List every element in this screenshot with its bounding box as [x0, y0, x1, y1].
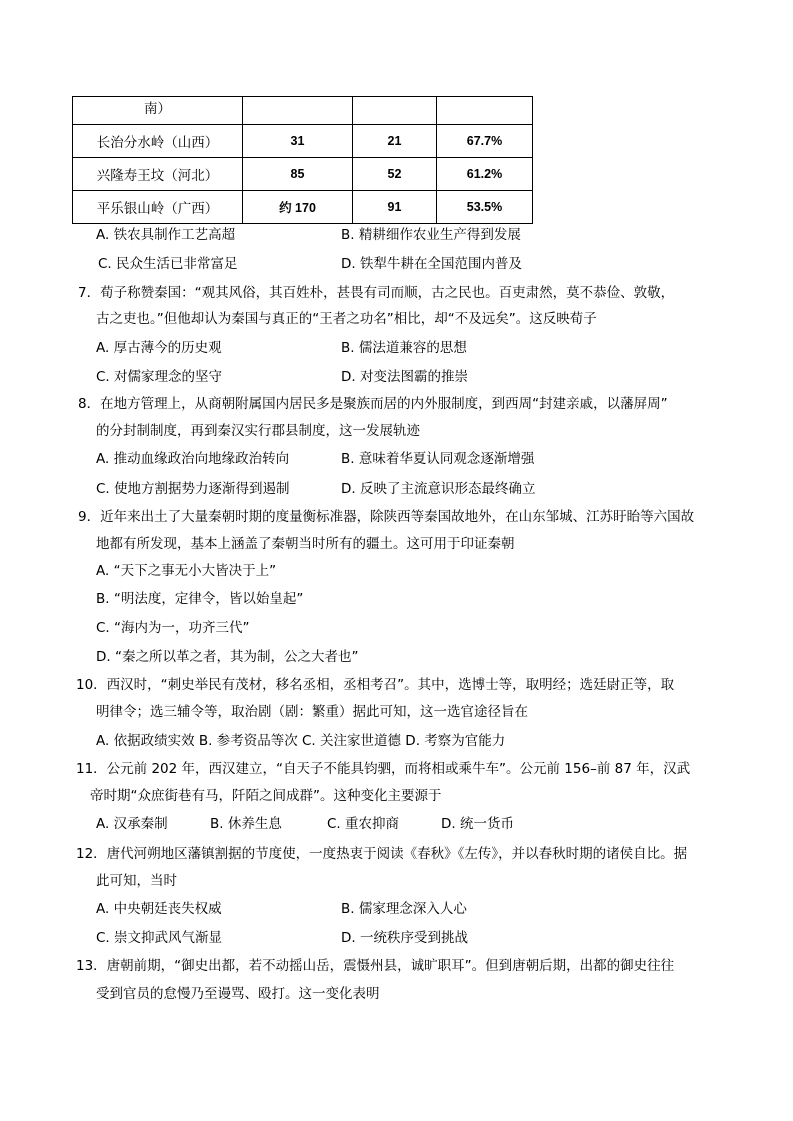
q10-stem-line1: 10．西汉时，“刺史举民有茂材，移名丞相，丞相考召”。其中，选博士等，取明经；选廷尉正等，取 [76, 677, 675, 693]
q6-option-c: C. 民众生活已非常富足 [98, 256, 238, 272]
table-row [73, 191, 533, 224]
q6-option-d: D. 铁犁牛耕在全国范围内普及 [341, 256, 522, 272]
iron-cell: 91 [353, 191, 437, 224]
site-cell: 南） [73, 97, 243, 125]
ratio-cell: 53.5% [437, 191, 533, 224]
q9-stem-line1: 9．近年来出土了大量秦朝时期的度量衡标准器，除陕西等秦国故地外，在山东邹城、江苏盱眙等六国故 [78, 509, 695, 525]
q8-option-c: C. 使地方割据势力逐渐得到遏制 [96, 481, 290, 497]
q7-option-a: A. 厚古薄今的历史观 [96, 340, 222, 356]
q9-option-d: D. “秦之所以革之者，其为制，公之大者也” [96, 649, 359, 665]
total-cell: 约 170 [243, 191, 353, 224]
table-row [73, 125, 533, 158]
q7-option-c: C. 对儒家理念的坚守 [96, 369, 223, 385]
q11-option-a: A. 汉承秦制 [96, 816, 168, 832]
q7-stem-line1: 7．荀子称赞秦国：“观其风俗，其百姓朴，甚畏有司而顺，古之民也。百吏肃然，莫不恭俭、敦敬， [78, 285, 675, 301]
q8-stem-line1: 8．在地方管理上，从商朝附属国内居民多是聚族而居的内外服制度，到西周“封建亲戚，以藩屏周” [78, 396, 668, 412]
q9-option-a: A. “天下之事无小大皆决于上” [96, 563, 277, 579]
q11-option-c: C. 重农抑商 [327, 816, 400, 832]
site-cell: 平乐银山岭（广西） [73, 191, 243, 224]
total-cell: 31 [243, 125, 353, 158]
q8-option-b: B. 意味着华夏认同观念逐渐增强 [341, 451, 535, 467]
iron-cell: 52 [353, 158, 437, 191]
q12-option-c: C. 崇文抑武风气渐显 [96, 930, 223, 946]
q12-stem-line1: 12．唐代河朔地区藩镇割据的节度使，一度热衷于阅读《春秋》《左传》，并以春秋时期的诸侯自比。据 [76, 846, 688, 862]
q8-stem-line2: 的分封制制度，再到秦汉实行郡县制度，这一发展轨迹 [96, 423, 420, 439]
total-cell [243, 97, 353, 125]
q12-option-d: D. 一统秩序受到挑战 [341, 930, 468, 946]
q7-option-b: B. 儒法道兼容的思想 [341, 340, 467, 356]
q12-option-b: B. 儒家理念深入人心 [341, 901, 467, 917]
iron-cell [353, 97, 437, 125]
ratio-cell: 61.2% [437, 158, 533, 191]
archaeology-table [72, 96, 533, 224]
q7-stem-line2: 古之吏也。”但他却认为秦国与真正的“王者之功名”相比，却“不及远矣”。这反映荀子 [96, 311, 597, 327]
q10-stem-line2: 明律令；选三辅令等，取治剧（剧：繁重）据此可知，这一选官途径旨在 [96, 704, 528, 720]
q12-stem-line2: 此可知，当时 [96, 873, 177, 889]
q9-option-c: C. “海内为一，功齐三代” [96, 620, 250, 636]
q8-option-a: A. 推动血缘政治向地缘政治转向 [96, 451, 290, 467]
q12-option-a: A. 中央朝廷丧失权威 [96, 901, 222, 917]
total-cell: 85 [243, 158, 353, 191]
ratio-cell [437, 97, 533, 125]
q6-option-b: B. 精耕细作农业生产得到发展 [341, 227, 521, 243]
q9-stem-line2: 地都有所发现，基本上涵盖了秦朝当时所有的疆土。这可用于印证秦朝 [96, 536, 515, 552]
q11-stem-line1: 11．公元前 202 年，西汉建立，“自天子不能具钧驷，而将相或乘牛车”。公元前 156–前 87 年，汉武 [76, 761, 691, 777]
q10-options: A. 依据政绩实效 B. 参考资品等次 C. 关注家世道德 D. 考察为官能力 [96, 733, 506, 749]
q11-option-d: D. 统一货币 [441, 816, 514, 832]
q11-option-b: B. 休养生息 [210, 816, 282, 832]
site-cell: 兴隆寿王坟（河北） [73, 158, 243, 191]
table-row [73, 158, 533, 191]
table-row [73, 97, 533, 125]
ratio-cell: 67.7% [437, 125, 533, 158]
q13-stem-line1: 13．唐朝前期，“御史出都，若不动摇山岳，震慑州县，诚旷职耳”。但到唐朝后期，出都的御史往往 [76, 958, 675, 974]
q11-stem-line2: 帝时期“众庶街巷有马，阡陌之间成群”。这种变化主要源于 [90, 788, 442, 804]
q7-option-d: D. 对变法图霸的推崇 [341, 369, 468, 385]
q8-option-d: D. 反映了主流意识形态最终确立 [341, 481, 536, 497]
q6-option-a: A. 铁农具制作工艺高超 [96, 227, 236, 243]
site-cell: 长治分水岭（山西） [73, 125, 243, 158]
q9-option-b: B. “明法度，定律令，皆以始皇起” [96, 591, 304, 607]
iron-cell: 21 [353, 125, 437, 158]
q13-stem-line2: 受到官员的怠慢乃至谩骂、殴打。这一变化表明 [96, 986, 380, 1002]
